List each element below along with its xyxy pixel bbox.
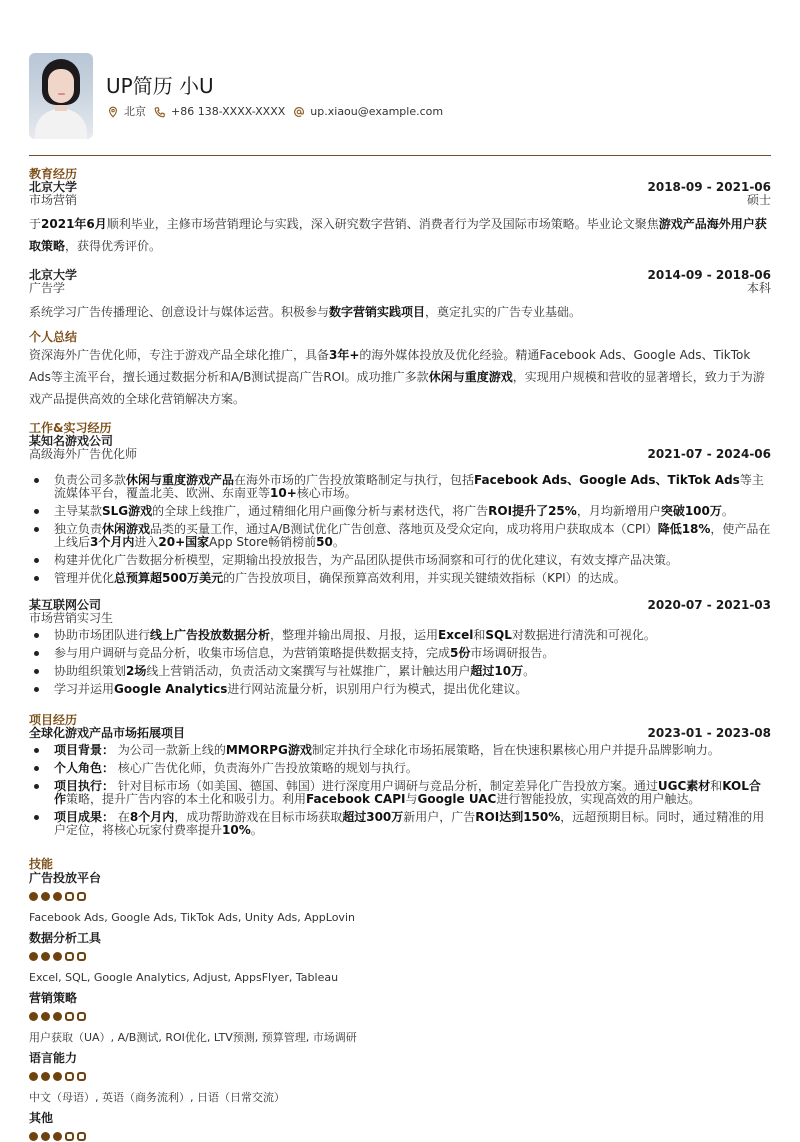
skill-rating bbox=[29, 1072, 771, 1082]
contact-email bbox=[293, 104, 443, 120]
skill-item bbox=[29, 1051, 771, 1111]
skill-rating bbox=[29, 1132, 771, 1142]
contact-info bbox=[107, 104, 451, 120]
school-name: 北京大学 bbox=[29, 268, 78, 282]
skill-name: 广告投放平台 bbox=[29, 871, 102, 885]
skill-name: 数据分析工具 bbox=[29, 931, 102, 945]
project-bullets bbox=[29, 744, 771, 837]
project-name: 全球化游戏产品市场拓展项目 bbox=[29, 726, 186, 740]
skill-description: Excel, SQL, Google Analytics, Adjust, AppsFlyer, Tableau bbox=[29, 971, 339, 984]
rating-dot-filled-icon bbox=[53, 1012, 62, 1021]
skills-section bbox=[29, 858, 771, 1142]
section-title-work: 工作&实习经历 bbox=[29, 421, 112, 435]
skill-name: 语言能力 bbox=[29, 1051, 78, 1065]
work-dates: 2020-07 - 2021-03 bbox=[647, 598, 771, 612]
rating-dot-filled-icon bbox=[41, 1072, 50, 1081]
bullet-item: 学习并运用Google Analytics进行网站流量分析，识别用户行为模式，提出优化建议。 bbox=[29, 683, 771, 696]
candidate-name: UP简历 小U bbox=[106, 74, 214, 98]
education-dates: 2018-09 - 2021-06 bbox=[647, 180, 771, 194]
education-dates: 2014-09 - 2018-06 bbox=[647, 268, 771, 282]
rating-dot-filled-icon bbox=[29, 1012, 38, 1021]
rating-dot-filled-icon bbox=[41, 952, 50, 961]
skill-description: 用户获取（UA）, A/B测试, ROI优化, LTV预测, 预算管理, 市场调研 bbox=[29, 1031, 357, 1044]
at-icon bbox=[293, 106, 305, 118]
summary-section bbox=[29, 331, 771, 410]
rating-dot-filled-icon bbox=[41, 892, 50, 901]
degree: 硕士 bbox=[746, 193, 771, 207]
header-divider bbox=[29, 155, 771, 156]
bullet-item: 主导某款SLG游戏的全球上线推广，通过精细化用户画像分析与素材迭代，将广告ROI提升了25%，月均新增用户突破100万。 bbox=[29, 505, 771, 518]
company-name: 某知名游戏公司 bbox=[29, 434, 114, 448]
education-description: 系统学习广告传播理论、创意设计与媒体运营。积极参与数字营销实践项目，奠定扎实的广告专业基础。 bbox=[29, 305, 582, 319]
section-title-summary: 个人总结 bbox=[29, 330, 78, 344]
job-title: 市场营销实习生 bbox=[29, 611, 114, 625]
bullet-item: 独立负责休闲游戏品类的买量工作，通过A/B测试优化广告创意、落地页及受众定向，成功将用户获取成本（CPI）降低18%，使产品在上线后3个月内进入20+国家App Store畅销榜前50。 bbox=[29, 523, 771, 549]
work-bullets bbox=[29, 474, 771, 585]
degree: 本科 bbox=[746, 281, 771, 295]
job-title: 高级海外广告优化师 bbox=[29, 447, 138, 461]
rating-dot-filled-icon bbox=[29, 952, 38, 961]
rating-dot-empty-icon bbox=[77, 1072, 86, 1081]
skill-item bbox=[29, 1111, 771, 1142]
bullet-item: 个人角色： 核心广告优化师，负责海外广告投放策略的规划与执行。 bbox=[29, 762, 771, 775]
contact-phone bbox=[154, 104, 285, 120]
work-dates: 2021-07 - 2024-06 bbox=[647, 447, 771, 461]
bullet-item: 协助组织策划2场线上营销活动，负责活动文案撰写与社媒推广，累计触达用户超过10万。 bbox=[29, 665, 771, 678]
phone-text: +86 138-XXXX-XXXX bbox=[171, 105, 286, 118]
location-text: 北京 bbox=[124, 105, 146, 118]
skill-item bbox=[29, 871, 771, 931]
rating-dot-empty-icon bbox=[65, 952, 74, 961]
work-bullets bbox=[29, 629, 771, 696]
rating-dot-filled-icon bbox=[53, 1132, 62, 1141]
major: 广告学 bbox=[29, 281, 66, 295]
education-item bbox=[29, 181, 771, 257]
work-item bbox=[29, 599, 771, 696]
bullet-item: 构建并优化广告数据分析模型，定期输出投放报告，为产品团队提供市场洞察和可行的优化建议，有效支撑产品决策。 bbox=[29, 554, 771, 567]
skill-item bbox=[29, 991, 771, 1051]
bullet-item: 负责公司多款休闲与重度游戏产品在海外市场的广告投放策略制定与执行，包括Facebook Ads、Google Ads、TikTok Ads等主流媒体平台，覆盖北美、欧洲、东南亚等10+核心市场。 bbox=[29, 474, 771, 500]
phone-icon bbox=[154, 106, 166, 118]
project-dates: 2023-01 - 2023-08 bbox=[647, 726, 771, 740]
section-title-projects: 项目经历 bbox=[29, 713, 78, 727]
bullet-item: 项目背景： 为公司一款新上线的MMORPG游戏制定并执行全球化市场拓展策略，旨在快速积累核心用户并提升品牌影响力。 bbox=[29, 744, 771, 757]
skill-rating bbox=[29, 952, 771, 962]
map-pin-icon bbox=[107, 106, 119, 118]
company-name: 某互联网公司 bbox=[29, 598, 102, 612]
rating-dot-filled-icon bbox=[29, 892, 38, 901]
contact-location bbox=[107, 104, 146, 120]
bullet-item: 管理并优化总预算超500万美元的广告投放项目，确保预算高效利用，并实现关键绩效指标（KPI）的达成。 bbox=[29, 572, 771, 585]
rating-dot-empty-icon bbox=[77, 892, 86, 901]
education-item bbox=[29, 269, 771, 323]
work-section bbox=[29, 422, 771, 701]
skill-name: 营销策略 bbox=[29, 991, 78, 1005]
bullet-item: 协助市场团队进行线上广告投放数据分析，整理并输出周报、月报，运用Excel和SQL对数据进行清洗和可视化。 bbox=[29, 629, 771, 642]
rating-dot-empty-icon bbox=[77, 1012, 86, 1021]
skill-description: 中文（母语）, 英语（商务流利）, 日语（日常交流） bbox=[29, 1091, 285, 1104]
rating-dot-empty-icon bbox=[65, 1072, 74, 1081]
skill-rating bbox=[29, 892, 771, 902]
projects-section bbox=[29, 714, 771, 842]
education-section bbox=[29, 168, 771, 323]
rating-dot-filled-icon bbox=[29, 1072, 38, 1081]
skill-item bbox=[29, 931, 771, 991]
rating-dot-filled-icon bbox=[29, 1132, 38, 1141]
rating-dot-empty-icon bbox=[65, 892, 74, 901]
rating-dot-filled-icon bbox=[41, 1132, 50, 1141]
skill-rating bbox=[29, 1012, 771, 1022]
summary-text: 资深海外广告优化师，专注于游戏产品全球化推广，具备3年+的海外媒体投放及优化经验。精通Facebook Ads、Google Ads、TikTok Ads等主流平台，擅长通过数据分析和A/B测试提高广告ROI。成功推广多款休闲与重度游戏，实现用户规模和营收的显著增长，致力于为游戏产品提供高效的全球化营销解决方案。 bbox=[29, 348, 765, 406]
section-title-education: 教育经历 bbox=[29, 167, 78, 181]
section-title-skills: 技能 bbox=[29, 857, 54, 871]
email-text[interactable]: up.xiaou@example.com bbox=[310, 105, 444, 118]
major: 市场营销 bbox=[29, 193, 78, 207]
bullet-item: 项目成果： 在8个月内，成功帮助游戏在目标市场获取超过300万新用户，广告ROI达到150%，远超预期目标。同时，通过精准的用户定位，将核心玩家付费率提升10%。 bbox=[29, 811, 771, 837]
education-description: 于2021年6月顺利毕业，主修市场营销理论与实践，深入研究数字营销、消费者行为学及国际市场策略。毕业论文聚焦游戏产品海外用户获取策略，获得优秀评价。 bbox=[29, 217, 767, 253]
work-item bbox=[29, 435, 771, 585]
rating-dot-empty-icon bbox=[77, 1132, 86, 1141]
rating-dot-filled-icon bbox=[53, 952, 62, 961]
bullet-item: 参与用户调研与竞品分析，收集市场信息，为营销策略提供数据支持，完成5份市场调研报告。 bbox=[29, 647, 771, 660]
resume-header bbox=[29, 53, 771, 139]
rating-dot-filled-icon bbox=[41, 1012, 50, 1021]
rating-dot-filled-icon bbox=[53, 1072, 62, 1081]
bullet-item: 项目执行： 针对目标市场（如美国、德国、韩国）进行深度用户调研与竞品分析，制定差异化广告投放方案。通过UGC素材和KOL合作策略，提升广告内容的本土化和吸引力。利用Facebook CAPI与Google UAC进行智能投放，实现高效的用户触达。 bbox=[29, 780, 771, 806]
rating-dot-empty-icon bbox=[65, 1132, 74, 1141]
avatar bbox=[29, 53, 93, 139]
skill-description: Facebook Ads, Google Ads, TikTok Ads, Unity Ads, AppLovin bbox=[29, 911, 355, 924]
rating-dot-filled-icon bbox=[53, 892, 62, 901]
school-name: 北京大学 bbox=[29, 180, 78, 194]
rating-dot-empty-icon bbox=[65, 1012, 74, 1021]
rating-dot-empty-icon bbox=[77, 952, 86, 961]
skill-name: 其他 bbox=[29, 1111, 54, 1125]
